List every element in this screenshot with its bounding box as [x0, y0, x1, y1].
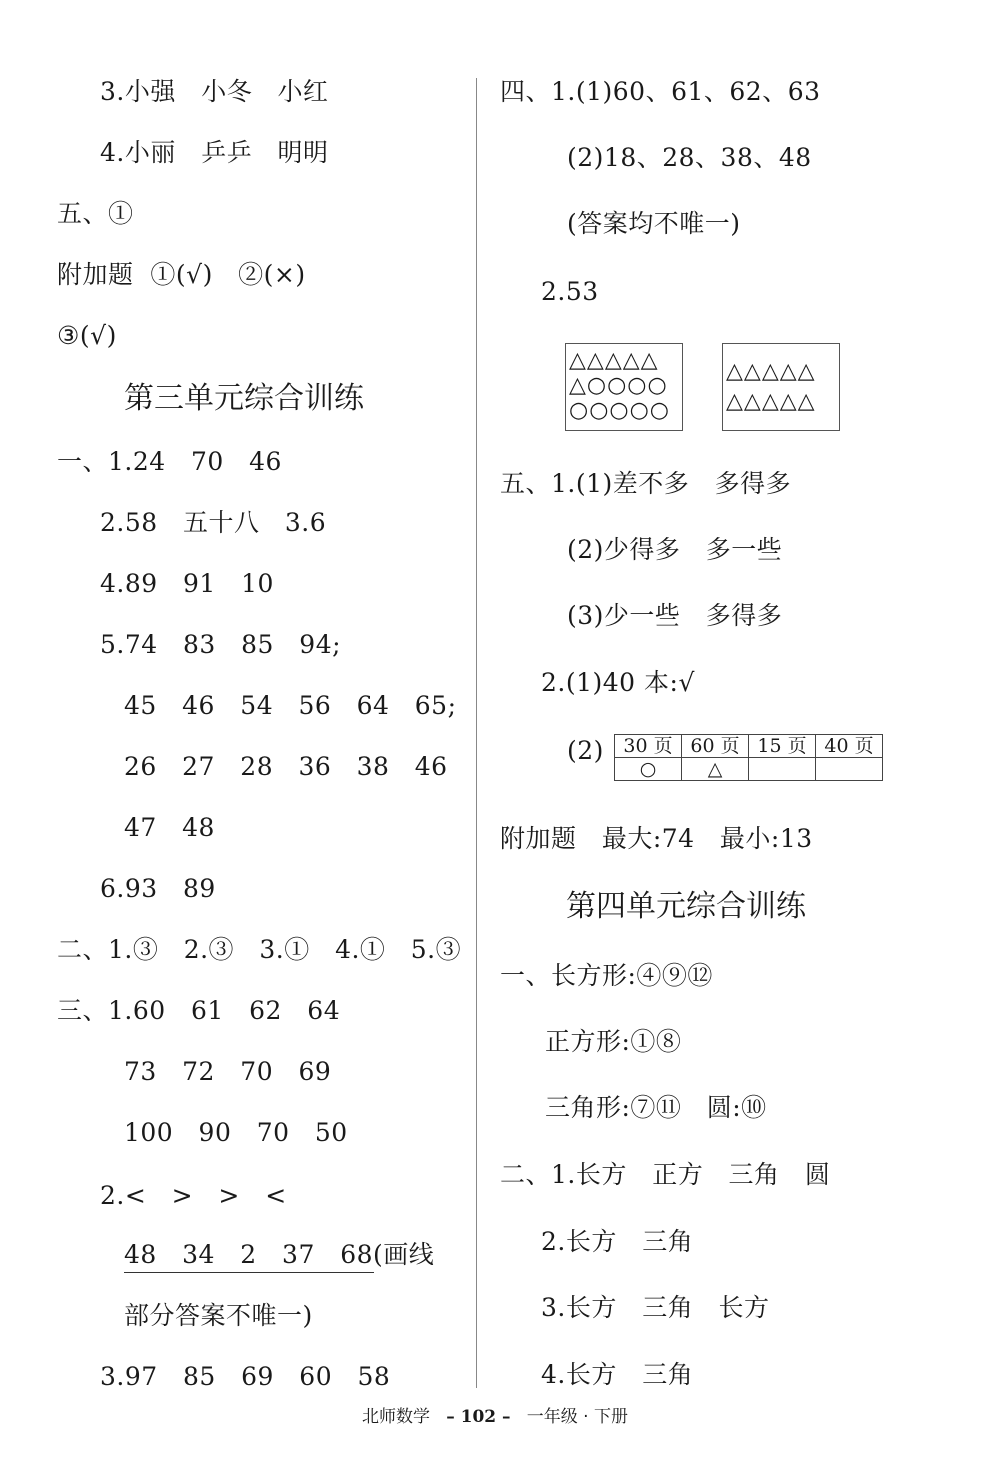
- shape-row: △△△△△: [569, 348, 659, 373]
- answer-line: 一、长方形:④⑨⑫: [500, 961, 713, 990]
- table-header: 30 页: [615, 735, 682, 758]
- table-cell: [816, 758, 883, 781]
- answer-line: (2)18、28、38、48: [567, 143, 812, 172]
- answer-line: 五、1.(1)差不多 多得多: [500, 469, 792, 498]
- answer-line: (2)少得多 多一些: [567, 535, 783, 564]
- answer-line: 73 72 70 69: [124, 1057, 332, 1086]
- section-heading-unit4: 第四单元综合训练: [566, 889, 806, 924]
- section-heading-unit3: 第三单元综合训练: [124, 381, 364, 416]
- answer-line: 6.93 89: [100, 874, 216, 903]
- answer-line: 3.小强 小冬 小红: [100, 77, 329, 106]
- answer-line: 附加题 最大:74 最小:13: [500, 824, 813, 853]
- answer-line: ③(√): [57, 321, 117, 350]
- answer-line: 26 27 28 36 38 46: [124, 752, 448, 781]
- answer-line: 48 34 2 37 68(画线: [124, 1240, 435, 1269]
- page-footer: [0, 1402, 990, 1427]
- table-cell: [749, 758, 816, 781]
- answer-line: 附加题 ①(√) ②(×): [57, 260, 306, 289]
- answer-line: 45 46 54 56 64 65;: [124, 691, 457, 720]
- shape-box-1: [565, 343, 683, 431]
- pages-table: [614, 734, 883, 781]
- answer-line: 3.97 85 69 60 58: [100, 1362, 391, 1391]
- shape-row: △△△△△: [726, 389, 816, 414]
- answer-line: 5.74 83 85 94;: [100, 630, 342, 659]
- answer-underline: [124, 1272, 374, 1273]
- answer-line: 2.长方 三角: [541, 1227, 694, 1256]
- table-cell: ○: [615, 758, 682, 781]
- answer-line: 五、①: [57, 199, 134, 228]
- shape-row: △△△△△: [726, 359, 816, 384]
- answer-line: 三、1.60 61 62 64: [57, 996, 341, 1025]
- answer-line: 二、1.③ 2.③ 3.① 4.① 5.③: [57, 935, 462, 964]
- shape-box-2: [722, 343, 840, 431]
- answer-line: (2): [567, 736, 604, 765]
- table-header: 60 页: [682, 735, 749, 758]
- answer-line: 3.长方 三角 长方: [541, 1293, 770, 1322]
- footer-subject: 北师数学: [362, 1407, 430, 1427]
- answer-line: 100 90 70 50: [124, 1118, 348, 1147]
- answer-line: (答案均不唯一): [567, 209, 741, 238]
- answer-line: (3)少一些 多得多: [567, 601, 783, 630]
- answer-line: 4.小丽 乒乒 明明: [100, 138, 329, 167]
- answer-line: 正方形:①⑧: [545, 1027, 682, 1056]
- answer-line: 部分答案不唯一): [124, 1301, 313, 1330]
- answer-line: 四、1.(1)60、61、62、63: [500, 77, 821, 106]
- answer-line: 4.长方 三角: [541, 1360, 694, 1389]
- table-header: 15 页: [749, 735, 816, 758]
- column-divider: [476, 78, 477, 1388]
- answer-line: 2.(1)40 本:√: [541, 668, 695, 697]
- answer-line: 二、1.长方 正方 三角 圆: [500, 1160, 831, 1189]
- answer-line: 2.53: [541, 277, 599, 306]
- table-cell: △: [682, 758, 749, 781]
- answer-line: 一、1.24 70 46: [57, 447, 282, 476]
- answer-line: 47 48: [124, 813, 215, 842]
- page-number: – 102 –: [446, 1407, 511, 1427]
- answer-line: 三角形:⑦⑪ 圆:⑩: [545, 1093, 767, 1122]
- answer-line: 2.< > > <: [100, 1181, 287, 1210]
- shape-row: ○○○○○: [569, 398, 670, 423]
- footer-grade: 一年级 · 下册: [526, 1407, 628, 1427]
- table-header: 40 页: [816, 735, 883, 758]
- answer-line: 2.58 五十八 3.6: [100, 508, 327, 537]
- answer-line: 4.89 91 10: [100, 569, 274, 598]
- shape-row: △○○○○: [569, 373, 668, 398]
